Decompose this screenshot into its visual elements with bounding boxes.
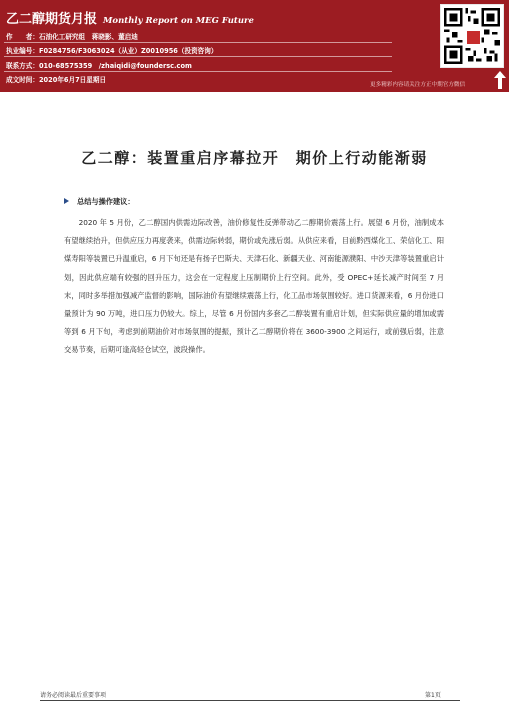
page-number: 第1页: [425, 692, 441, 699]
summary-paragraph: 2020 年 5 月份，乙二醇国内供需边际改善，油价修复性反弹带动乙二醇期价震荡上行。展望 6 月份，油制成本有望继续抬升，但供应压力再度袭来，供需边际转弱，期价或先涨后弱。从供应来看，目前黔西煤化工、荣信化工、阳煤寿阳等装置已升温重启，6 月下旬还是有扬子巴斯夫、天津石化、新疆天业、河南能源濮阳、中沙天津等装置重启计划，因此供应端有较强的回升压力，这会在一定程度上压制期价上行空间。此外，受 OPEC+延长减产时间至 7 月末，同时多举措加强减产监督的影响，国际油价有望继续震荡上行，化工品市场氛围较好。进口货源来看，6 月份进口量预计为 90 万吨，进口压力仍较大。综上，尽管 6 月份国内多套乙二醇装置有重启计划，但实际供应量的增加或需等到 6 月下旬，考虑到前期油价对市场氛围的提振，预计乙二醇期价将在 3600-3900 之间运行，或前强后弱，注意交易节奏，后期可逢高轻仓试空，波段操作。: [64, 218, 444, 355]
report-header-banner: [0, 0, 509, 92]
divider: [4, 42, 392, 43]
section-heading: [64, 197, 135, 207]
date-line: 成文时间：2020年6月7日星期日: [6, 76, 107, 84]
qr-caption: 更多精彩内容请关注方正中期官方微信: [370, 82, 466, 88]
section-heading-label: 总结与操作建议：: [77, 197, 135, 206]
arrow-up-icon: [494, 71, 506, 89]
divider: [4, 71, 392, 72]
report-title-cn: 乙二醇期货月报: [6, 12, 98, 27]
triangle-bullet-icon: [64, 198, 69, 204]
license-line: 执业编号：F0284756/F3063024（从业）Z0010956（投资咨询）: [6, 47, 218, 55]
document-title: 乙二醇：装置重启序幕拉开 期价上行动能渐弱: [81, 149, 428, 167]
report-title-en: Monthly Report on MEG Future: [103, 16, 254, 26]
qr-code[interactable]: [440, 4, 504, 68]
footer-divider: [40, 700, 460, 701]
author-line: 作 者：石油化工研究组 蒋晓影、董启迪: [6, 33, 138, 41]
brand-logo-icon: [466, 30, 481, 45]
report-title: [6, 8, 254, 27]
footer-disclaimer: 请务必阅读最后重要事项: [40, 692, 107, 699]
divider: [4, 56, 392, 57]
contact-line: 联系方式：010-68575359 /zhaiqidi@foundersc.com: [6, 62, 192, 70]
